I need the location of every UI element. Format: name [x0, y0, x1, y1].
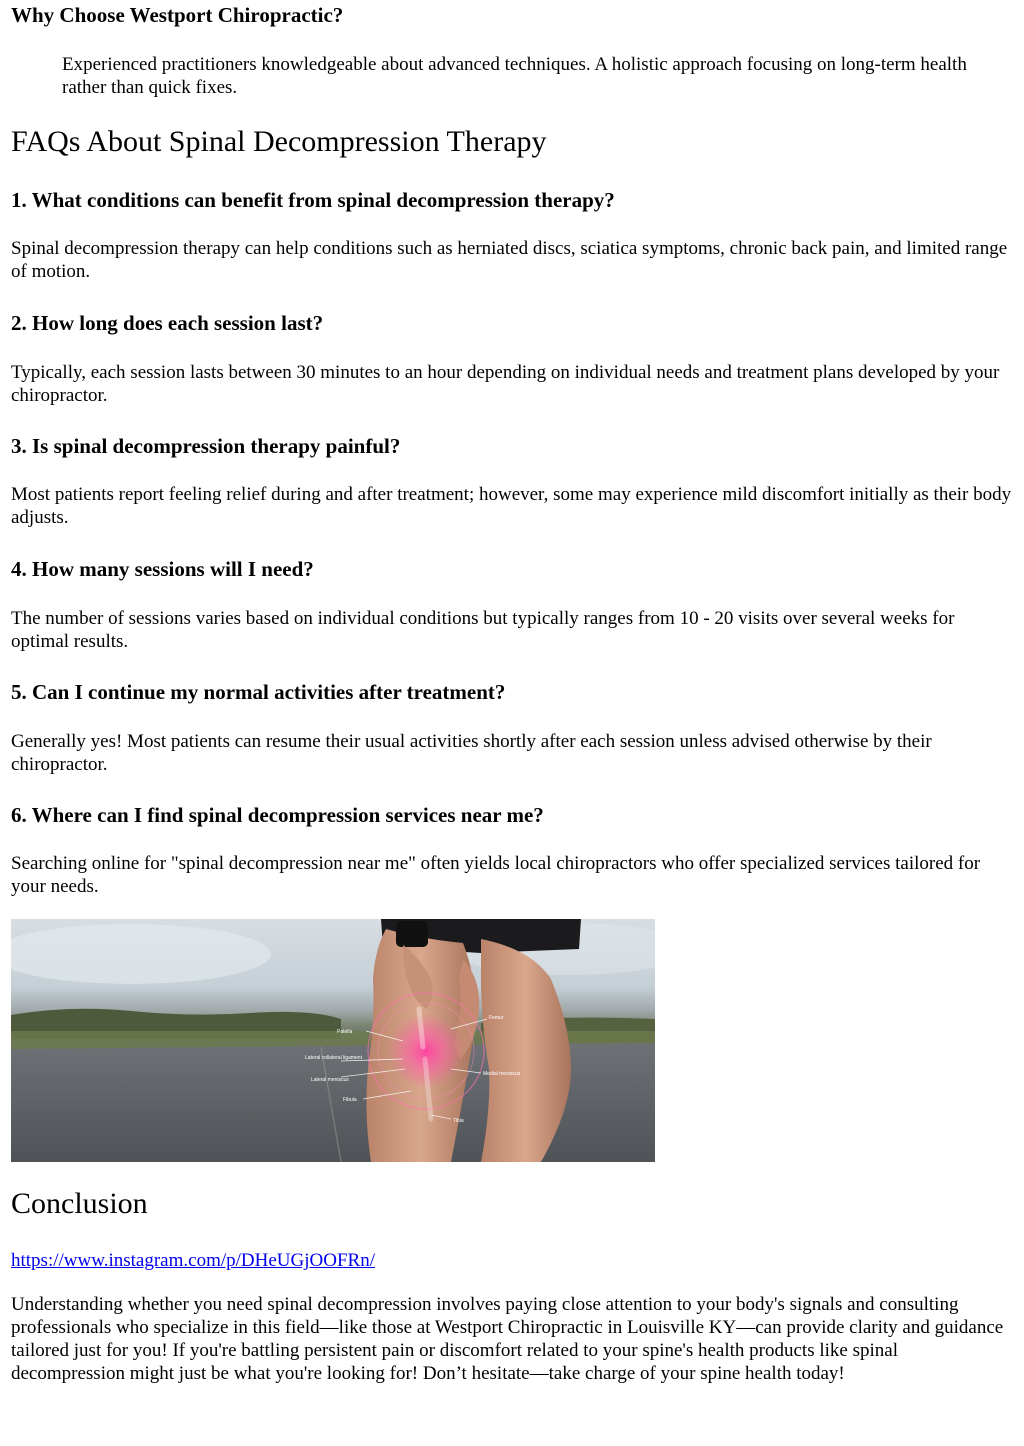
faq-answer: Searching online for "spinal decompression near me" often yields local chiropractors who offer specialized services tailored for your needs.	[11, 853, 981, 897]
label-femur: Femur	[489, 1015, 504, 1021]
label-medial-meniscus: Medial meniscus	[483, 1071, 521, 1077]
faq-question: 1. What conditions can benefit from spinal decompression therapy?	[11, 188, 615, 212]
faq-answer: Generally yes! Most patients can resume their usual activities shortly after each session unless advised otherwise by their chiropractor.	[11, 731, 932, 775]
label-tibia: Tibia	[453, 1118, 464, 1124]
faq-answer: The number of sessions varies based on individual conditions but typically ranges from 10 - 20 visits over several weeks for optimal results.	[11, 608, 955, 652]
knee-pain-image	[11, 919, 655, 1162]
faq-question: 5. Can I continue my normal activities after treatment?	[11, 680, 506, 704]
label-patella: Patella	[337, 1029, 353, 1035]
label-fibula: Fibula	[343, 1097, 357, 1103]
faq-question: 3. Is spinal decompression therapy painful?	[11, 434, 401, 458]
faq-question: 4. How many sessions will I need?	[11, 557, 314, 581]
faqs-heading: FAQs About Spinal Decompression Therapy	[11, 125, 547, 158]
why-body: Experienced practitioners knowledgeable about advanced techniques. A holistic approach focusing on long-term health rather than quick fixes.	[62, 54, 967, 98]
label-lateral-collateral: Lateral collateral ligament	[305, 1055, 362, 1061]
instagram-link[interactable]: https://www.instagram.com/p/DHeUGjOOFRn/	[11, 1250, 375, 1271]
conclusion-heading: Conclusion	[11, 1187, 148, 1220]
faq-question: 6. Where can I find spinal decompression services near me?	[11, 803, 544, 827]
faq-answer: Most patients report feeling relief during and after treatment; however, some may experience mild discomfort initially as their body adjusts.	[11, 484, 1012, 528]
label-lateral-meniscus: Lateral meniscus	[311, 1077, 349, 1083]
faq-answer: Spinal decompression therapy can help conditions such as herniated discs, sciatica symptoms, chronic back pain, and limited range of motion.	[11, 238, 1008, 282]
why-heading: Why Choose Westport Chiropractic?	[11, 3, 344, 27]
faq-answer: Typically, each session lasts between 30 minutes to an hour depending on individual needs and treatment plans developed by your chiropractor.	[11, 362, 1000, 406]
faq-question: 2. How long does each session last?	[11, 311, 324, 335]
conclusion-body: Understanding whether you need spinal decompression involves paying close attention to your body's signals and consulting professionals who specialize in this field—like those at Westport Chiropractic in Louisville KY—can provide clarity and guidance tailored just for you! If you're battling persistent pain or discomfort related to your spine's health products like spinal decompression might just be what you're looking for! Don’t hesitate—take charge of your spine health today!	[11, 1294, 1004, 1384]
